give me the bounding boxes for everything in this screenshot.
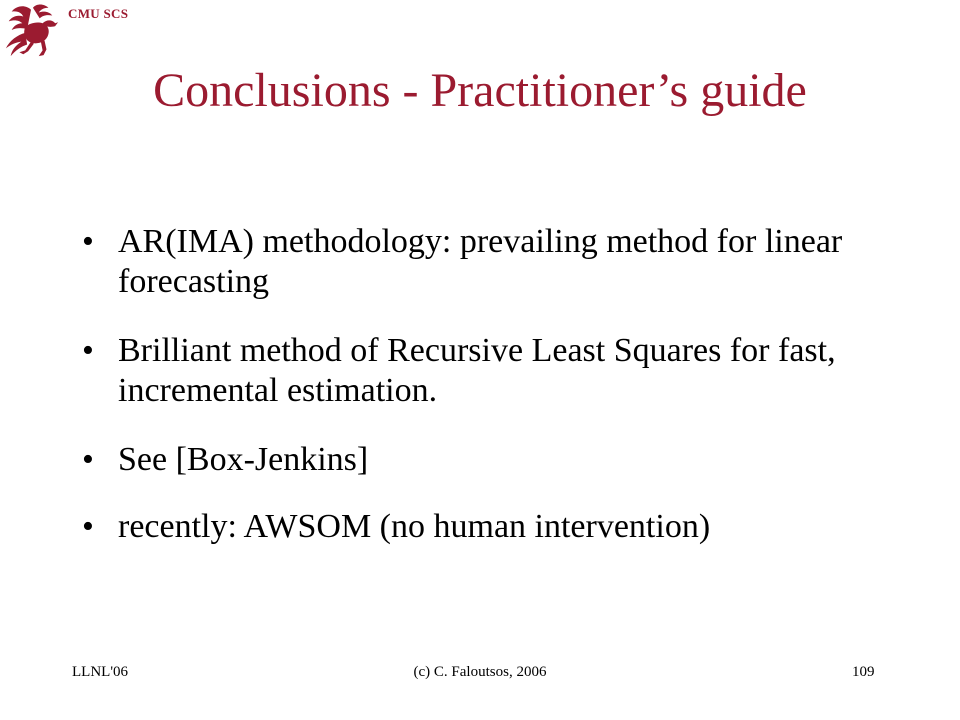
bullet-marker: • [82,508,94,545]
bullet-list [82,222,902,576]
bullet-item [82,331,902,411]
bullet-marker: • [82,441,94,478]
bullet-marker: • [82,223,94,260]
bullet-item [82,507,902,547]
bullet-text: See [Box-Jenkins] [118,441,369,478]
bullet-marker: • [82,332,94,369]
org-label: CMU SCS [68,6,129,21]
bullet-item [82,222,902,302]
bullet-text: recently: AWSOM (no human intervention) [118,508,711,545]
slide-title: Conclusions - Practitioner’s guide [153,64,807,117]
bullet-text: AR(IMA) methodology: prevailing method for linear forecasting [118,223,843,300]
bullet-text: Brilliant method of Recursive Least Squares for fast, incremental estimation. [118,332,836,409]
page-number: 109 [852,664,875,680]
footer-copyright: (c) C. Faloutsos, 2006 [413,664,547,680]
footer-venue: LLNL'06 [72,664,129,680]
bullet-item [82,440,902,480]
griffin-icon [2,2,60,60]
